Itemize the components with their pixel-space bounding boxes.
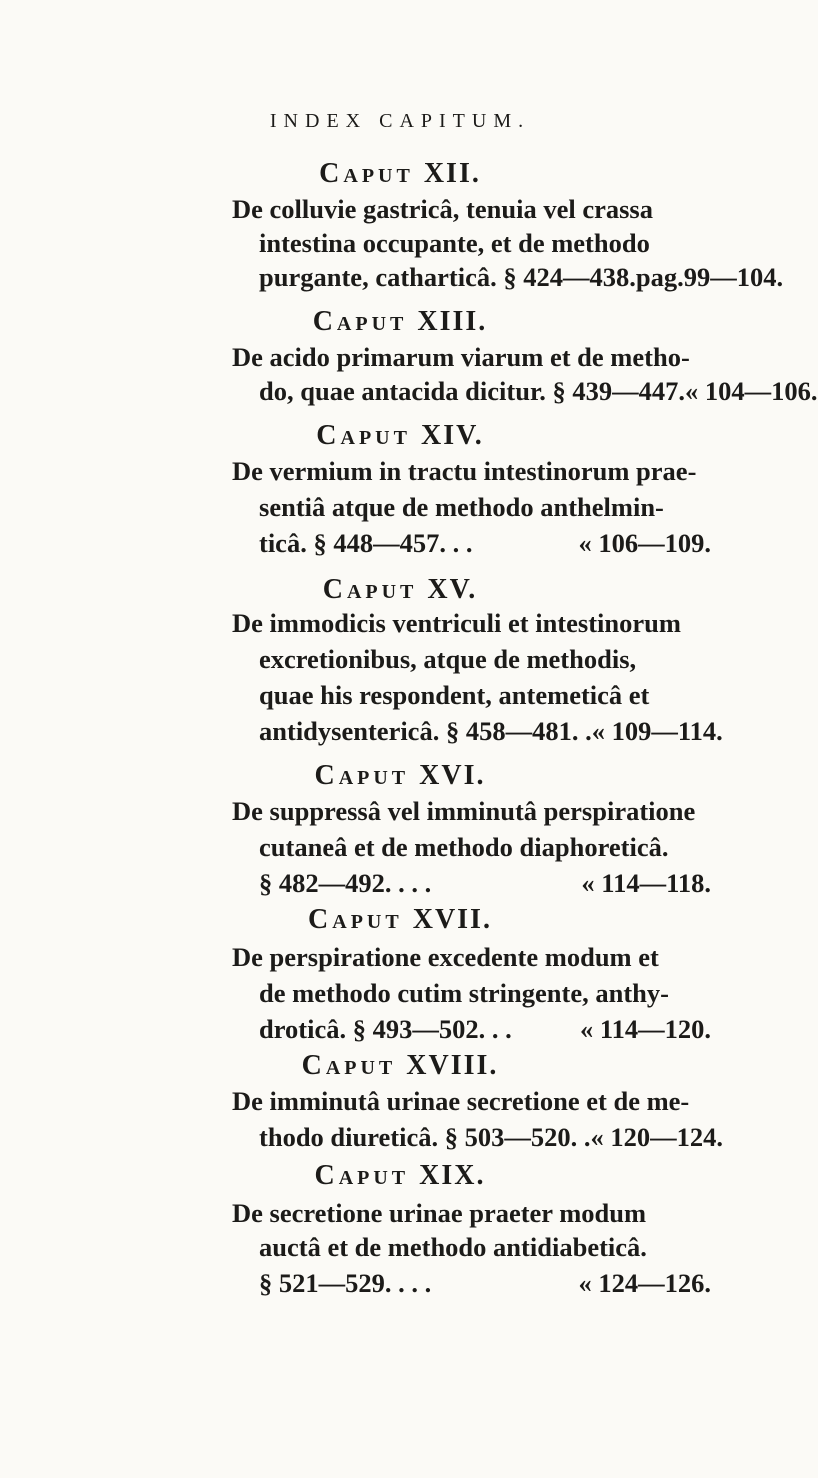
- chapter-numeral: XIII.: [417, 306, 488, 337]
- reference-line: [259, 260, 784, 294]
- section-reference: do, quae antacida dicitur. § 439—447.: [259, 376, 686, 406]
- section-reference: thodo diureticâ. § 503—520. .: [259, 1122, 591, 1152]
- chapter-numeral: XV.: [427, 574, 478, 605]
- reference-line: [259, 1120, 724, 1154]
- chapter-heading: [0, 760, 800, 792]
- chapter-heading: [0, 1160, 800, 1192]
- chapter-numeral: XVII.: [412, 904, 492, 935]
- section-reference: antidysentericâ. § 458—481. .: [259, 716, 592, 746]
- page-range: « 124—126.: [578, 1268, 711, 1298]
- chapter-heading: [0, 904, 800, 936]
- section-reference: purgante, catharticâ. § 424—438.: [259, 262, 636, 292]
- description-line: De perspiratione excedente modum et: [232, 942, 659, 972]
- caput-word: Caput: [308, 904, 403, 935]
- description-line: auctâ et de methodo antidiabeticâ.: [259, 1232, 647, 1262]
- caput-word: Caput: [312, 306, 408, 337]
- reference-line: [259, 1266, 711, 1300]
- chapter-heading: [0, 158, 800, 190]
- section-reference: droticâ. § 493—502. . .: [259, 1014, 512, 1044]
- caput-word: Caput: [322, 574, 418, 605]
- page-range: « 114—118.: [581, 868, 711, 898]
- chapter-heading: [0, 420, 800, 452]
- page-range: « 109—114.: [591, 716, 723, 746]
- page-range: « 114—120.: [579, 1014, 711, 1044]
- reference-line: [259, 526, 711, 560]
- section-reference: ticâ. § 448—457. . .: [259, 528, 473, 558]
- description-line: de methodo cutim stringente, anthy-: [259, 978, 669, 1008]
- chapter-numeral: XVIII.: [406, 1050, 499, 1081]
- chapter-numeral: XVI.: [419, 760, 486, 791]
- page-range: « 120—124.: [590, 1122, 724, 1152]
- description-line: cutaneâ et de methodo diaphoreticâ.: [259, 832, 669, 862]
- section-reference: § 521—529. . . .: [259, 1268, 432, 1298]
- description-line: De suppressâ vel imminutâ perspiratione: [232, 796, 696, 826]
- chapter-heading: [0, 306, 800, 338]
- chapter-numeral: XIV.: [420, 420, 484, 451]
- reference-line: [259, 866, 711, 900]
- section-reference: § 482—492. . . .: [259, 868, 432, 898]
- page-range: pag.99—104.: [635, 262, 784, 292]
- reference-line: [259, 1012, 711, 1046]
- caput-word: Caput: [319, 158, 414, 189]
- caput-word: Caput: [314, 1160, 410, 1191]
- chapter-numeral: XIX.: [419, 1160, 486, 1191]
- page-range: « 106—109.: [578, 528, 711, 558]
- description-line: De vermium in tractu intestinorum prae-: [232, 456, 697, 486]
- page-header: INDEX CAPITUM.: [269, 110, 531, 132]
- description-line: intestina occupante, et de methodo: [259, 228, 650, 258]
- chapter-numeral: XII.: [423, 158, 481, 189]
- chapter-heading: [0, 574, 800, 606]
- description-line: sentiâ atque de methodo anthelmin-: [259, 492, 664, 522]
- reference-line: [259, 374, 818, 408]
- page-range: « 104—106.: [685, 376, 818, 406]
- description-line: De immodicis ventriculi et intestinorum: [232, 608, 681, 638]
- description-line: De secretione urinae praeter modum: [232, 1198, 647, 1228]
- caput-word: Caput: [316, 420, 411, 451]
- reference-line: [259, 714, 723, 748]
- chapter-heading: [0, 1050, 800, 1082]
- description-line: quae his respondent, antemeticâ et: [259, 680, 650, 710]
- description-line: De colluvie gastricâ, tenuia vel crassa: [232, 194, 653, 224]
- description-line: excretionibus, atque de methodis,: [259, 644, 637, 674]
- description-line: De acido primarum viarum et de metho-: [232, 342, 690, 372]
- description-line: De imminutâ urinae secretione et de me-: [232, 1086, 690, 1116]
- caput-word: Caput: [314, 760, 410, 791]
- caput-word: Caput: [301, 1050, 397, 1081]
